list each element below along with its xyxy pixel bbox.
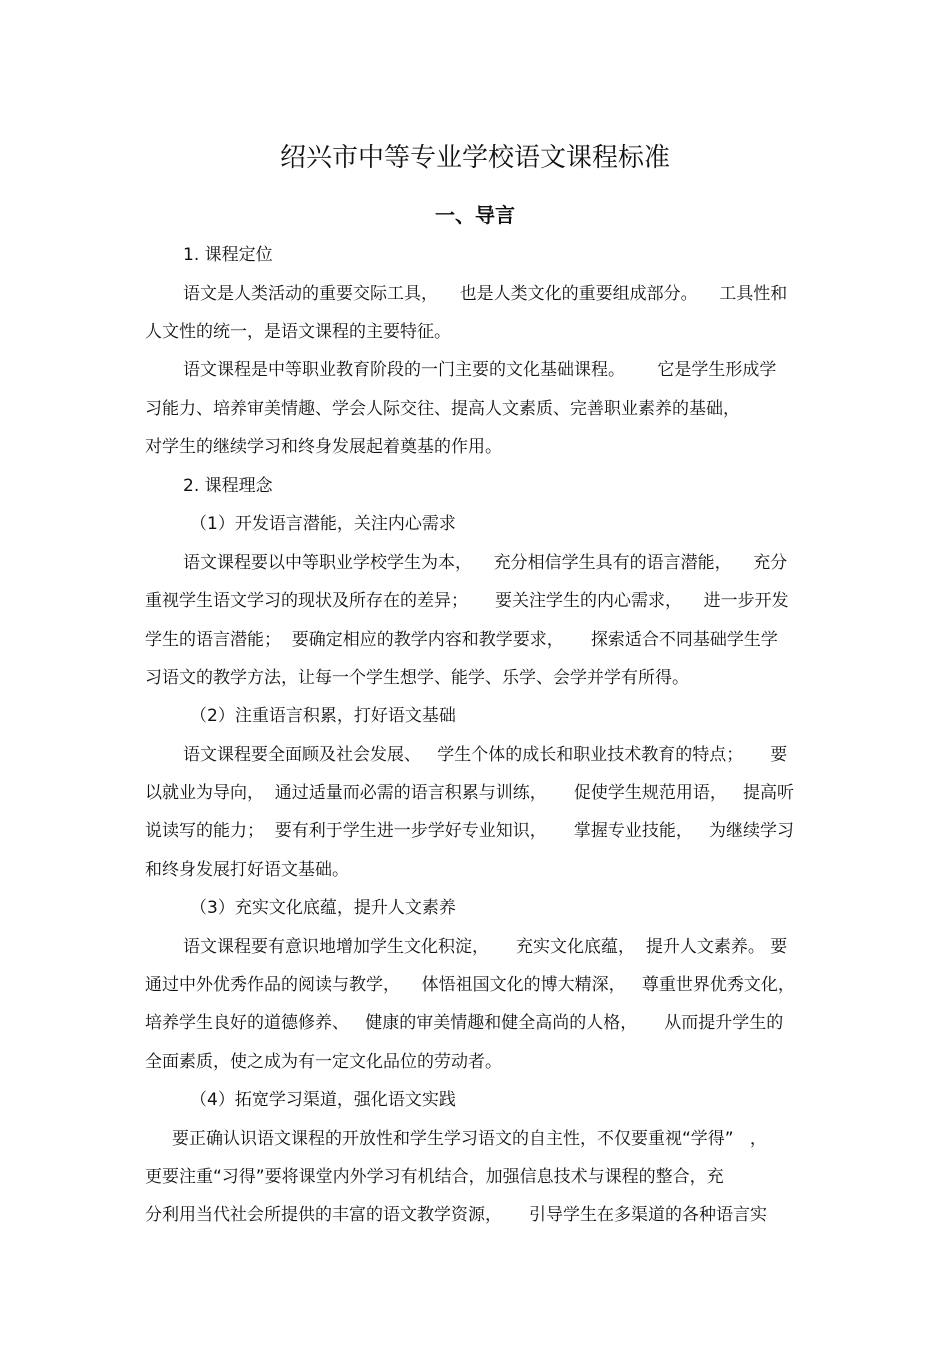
paragraph-line: 语文课程要有意识地增加学生文化积淀， 充实文化底蕴， 提升人文素养。 要 bbox=[183, 937, 788, 957]
paragraph-line: 习语文的教学方法，让每一个学生想学、能学、乐学、会学并学有所得。 bbox=[145, 668, 689, 688]
subheading-course-philosophy: 2. 课程理念 bbox=[183, 476, 273, 496]
paragraph-line: 全面素质，使之成为有一定文化品位的劳动者。 bbox=[145, 1052, 502, 1072]
subitem-heading: （2）注重语言积累，打好语文基础 bbox=[190, 706, 456, 726]
paragraph-line: 习能力、培养审美情趣、学会人际交往、提高人文素质、完善职业素养的基础， bbox=[145, 399, 740, 419]
paragraph-line: 培养学生良好的道德修养、 健康的审美情趣和健全高尚的人格， 从而提升学生的 bbox=[145, 1013, 784, 1033]
paragraph-line: 通过中外优秀作品的阅读与教学， 体悟祖国文化的博大精深， 尊重世界优秀文化， bbox=[145, 975, 795, 995]
paragraph-line: 要正确认识语文课程的开放性和学生学习语文的自主性，不仅要重视“学得” ， bbox=[172, 1129, 767, 1149]
paragraph-line: 语文课程是中等职业教育阶段的一门主要的文化基础课程。 它是学生形成学 bbox=[183, 360, 777, 380]
paragraph-line: 语文课程要以中等职业学校学生为本， 充分相信学生具有的语言潜能， 充分 bbox=[183, 553, 788, 573]
subitem-heading: （4）拓宽学习渠道，强化语文实践 bbox=[190, 1090, 456, 1110]
paragraph-line: 人文性的统一，是语文课程的主要特征。 bbox=[145, 322, 451, 342]
subitem-heading: （1）开发语言潜能，关注内心需求 bbox=[190, 514, 456, 534]
paragraph-line: 重视学生语文学习的现状及所存在的差异； 要关注学生的内心需求， 进一步开发 bbox=[145, 591, 789, 611]
document-title: 绍兴市中等专业学校语文课程标准 bbox=[279, 143, 670, 173]
paragraph-line: 和终身发展打好语文基础。 bbox=[145, 860, 349, 880]
paragraph-line: 以就业为导向， 通过适量而必需的语言积累与训练， 促使学生规范用语， 提高听 bbox=[145, 783, 795, 803]
paragraph-line: 分利用当代社会所提供的丰富的语文教学资源， 引导学生在多渠道的各种语言实 bbox=[145, 1205, 768, 1225]
paragraph-line: 学生的语言潜能； 要确定相应的教学内容和教学要求， 探索适合不同基础学生学 bbox=[145, 630, 778, 650]
paragraph-line: 语文是人类活动的重要交际工具， 也是人类文化的重要组成部分。 工具性和 bbox=[183, 284, 788, 304]
subheading-course-positioning: 1. 课程定位 bbox=[183, 245, 273, 265]
paragraph-line: 对学生的继续学习和终身发展起着奠基的作用。 bbox=[145, 437, 502, 457]
paragraph-line: 更要注重“习得”要将课堂内外学习有机结合，加强信息技术与课程的整合，充 bbox=[145, 1167, 724, 1187]
paragraph-line: 语文课程要全面顾及社会发展、 学生个体的成长和职业技术教育的特点； 要 bbox=[183, 745, 788, 765]
paragraph-line: 说读写的能力； 要有利于学生进一步学好专业知识， 掌握专业技能， 为继续学习 bbox=[145, 821, 795, 841]
section-heading: 一、导言 bbox=[435, 203, 515, 227]
subitem-heading: （3）充实文化底蕴，提升人文素养 bbox=[190, 898, 456, 918]
